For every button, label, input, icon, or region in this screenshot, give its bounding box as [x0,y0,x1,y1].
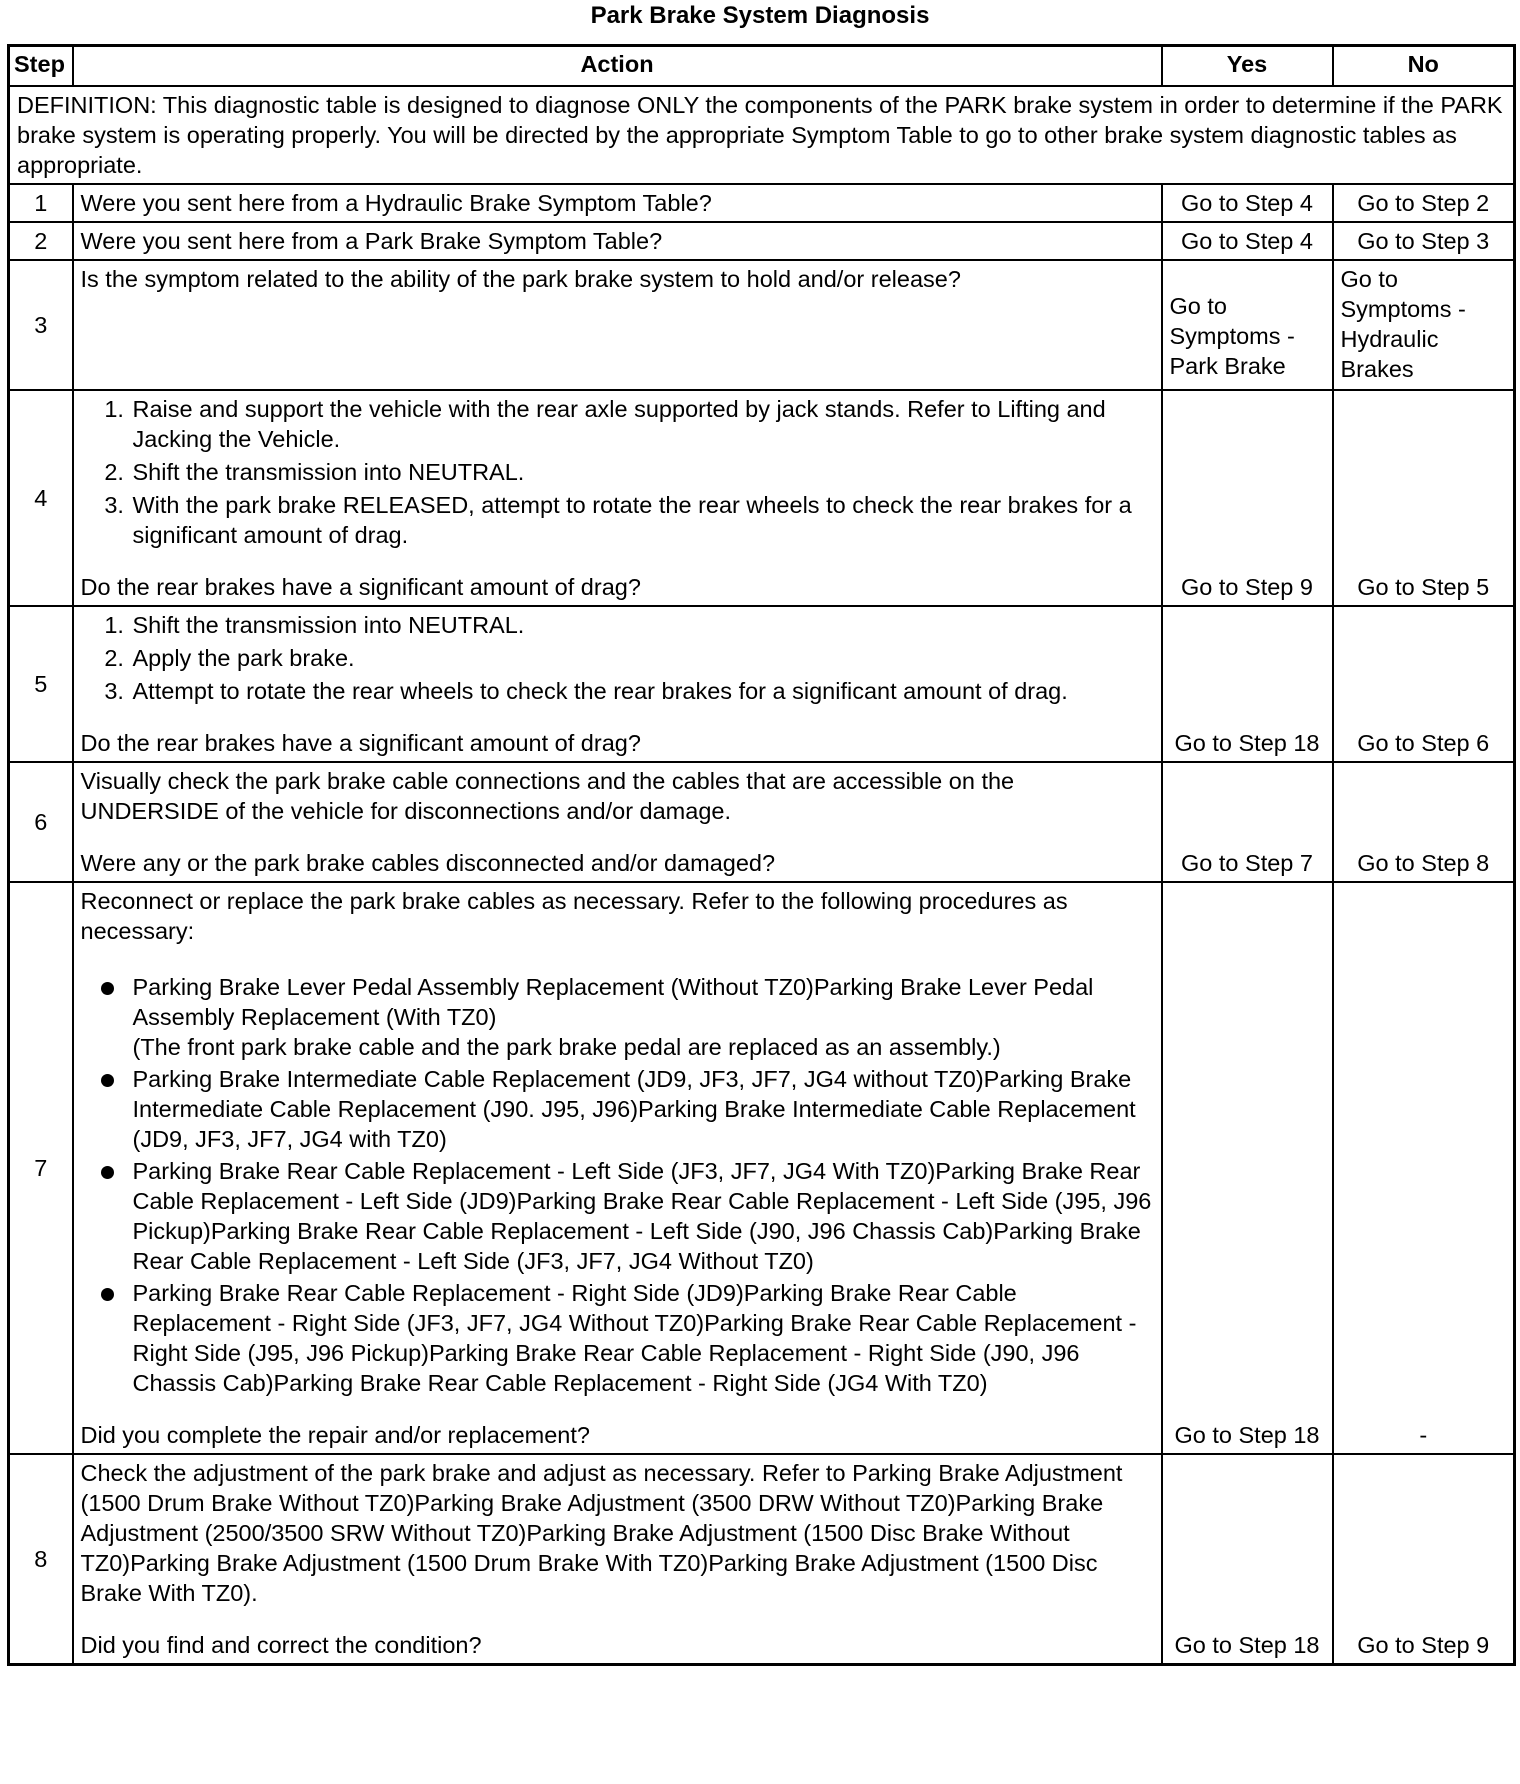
action-text: Is the symptom related to the ability of the park brake system to hold and/or release? [73,260,1162,390]
yes-cell: Go to Step 7 [1162,762,1333,882]
list-item: 1. Shift the transmission into NEUTRAL. [131,610,1154,640]
bullet-text: Parking Brake Intermediate Cable Replacement (JD9, JF3, JF7, JG4 without TZ0)Parking Brake Intermediate Cable Replacement (J90. J95, J96)Parking Brake Intermediate Cable Replacement (JD9, JF3, JF7, JG4 with TZ0) [132,1066,1136,1152]
header-action: Action [73,46,1162,87]
question-text: Were any or the park brake cables disconnected and/or damaged? [80,850,776,876]
bullet-note: (The front park brake cable and the park brake pedal are replaced as an assembly.) [132,1034,1001,1060]
question-text: Did you complete the repair and/or replacement? [80,1422,590,1448]
header-step: Step [9,46,73,87]
bullet-icon [101,982,114,995]
table-row [9,1454,1515,1665]
procedure-list [81,394,1154,550]
list-item [133,1278,1154,1398]
yes-cell: Go to Symptoms - Park Brake [1162,260,1333,390]
list-item [133,1064,1154,1154]
no-cell: Go to Step 9 [1333,1454,1515,1665]
no-cell: - [1333,882,1515,1454]
list-item [133,1156,1154,1276]
question-text: Do the rear brakes have a significant amount of drag? [80,730,641,756]
step-number: 2 [9,222,73,260]
yes-cell: Go to Step 18 [1162,1454,1333,1665]
action-text: Visually check the park brake cable connections and the cables that are accessible on the UNDERSIDE of the vehicle for disconnections and/or damage. [80,768,1015,824]
no-cell: Go to Symptoms - Hydraulic Brakes [1333,260,1515,390]
table-row [9,184,1515,222]
header-row [9,46,1515,87]
bullet-icon [101,1074,114,1087]
yes-cell: Go to Step 9 [1162,390,1333,606]
action-cell [73,606,1162,762]
yes-cell: Go to Step 4 [1162,222,1333,260]
yes-cell: Go to Step 4 [1162,184,1333,222]
no-cell: Go to Step 2 [1333,184,1515,222]
table-row [9,260,1515,390]
table-row [9,882,1515,1454]
action-cell [73,390,1162,606]
definition-row [9,86,1515,184]
diagnostic-table [7,44,1516,1666]
no-cell: Go to Step 6 [1333,606,1515,762]
bullet-icon [101,1288,114,1301]
list-item: 1. Raise and support the vehicle with the rear axle supported by jack stands. Refer to Lifting and Jacking the Vehicle. [131,394,1154,454]
list-item: 2. Shift the transmission into NEUTRAL. [131,457,1154,487]
procedure-list [81,610,1154,706]
bullet-icon [101,1166,114,1179]
question-text: Do the rear brakes have a significant amount of drag? [80,574,641,600]
question-text: Did you find and correct the condition? [80,1632,482,1658]
step-number: 8 [9,1454,73,1665]
action-cell [73,762,1162,882]
procedure-bullets [81,972,1154,1398]
action-cell [73,1454,1162,1665]
step-number: 3 [9,260,73,390]
list-item: 2. Apply the park brake. [131,643,1154,673]
table-row [9,606,1515,762]
yes-cell: Go to Step 18 [1162,606,1333,762]
bullet-text: Parking Brake Rear Cable Replacement - Left Side (JF3, JF7, JG4 With TZ0)Parking Brake Rear Cable Replacement - Left Side (JD9)Parking Brake Rear Cable Replacement - Left Side (J95, J96 Pickup)Parking Brake Rear Cable Replacement - Left Side (J90, J96 Chassis Cab)Parking Brake Rear Cable Replacement - Left Side (JF3, JF7, JG4 Without TZ0) [132,1158,1152,1274]
header-yes: Yes [1162,46,1333,87]
step-number: 4 [9,390,73,606]
list-item [133,972,1154,1062]
action-text: Were you sent here from a Hydraulic Brake Symptom Table? [73,184,1162,222]
step-number: 5 [9,606,73,762]
step-number: 7 [9,882,73,1454]
step-number: 6 [9,762,73,882]
bullet-text: Parking Brake Rear Cable Replacement - Right Side (JD9)Parking Brake Rear Cable Replacement - Right Side (JF3, JF7, JG4 Without TZ0)Parking Brake Rear Cable Replacement - Right Side (J95, J96 Pickup)Parking Brake Rear Cable Replacement - Right Side (J90, J96 Chassis Cab)Parking Brake Rear Cable Replacement - Right Side (JG4 With TZ0) [132,1280,1137,1396]
table-row [9,222,1515,260]
no-cell: Go to Step 5 [1333,390,1515,606]
action-text: Were you sent here from a Park Brake Symptom Table? [73,222,1162,260]
header-no: No [1333,46,1515,87]
action-text: Reconnect or replace the park brake cables as necessary. Refer to the following procedures as necessary: [80,888,1068,944]
no-cell: Go to Step 8 [1333,762,1515,882]
list-item: 3. Attempt to rotate the rear wheels to check the rear brakes for a significant amount of drag. [131,676,1154,706]
no-cell: Go to Step 3 [1333,222,1515,260]
page-title: Park Brake System Diagnosis [590,2,930,29]
action-cell [73,882,1162,1454]
list-item: 3. With the park brake RELEASED, attempt to rotate the rear wheels to check the rear brakes for a significant amount of drag. [131,490,1154,550]
yes-cell: Go to Step 18 [1162,882,1333,1454]
definition-text: DEFINITION: This diagnostic table is designed to diagnose ONLY the components of the PARK brake system in order to determine if the PARK brake system is operating properly. You will be directed by the appropriate Symptom Table to go to other brake system diagnostic tables as appropriate. [9,86,1515,184]
table-row [9,390,1515,606]
action-text: Check the adjustment of the park brake and adjust as necessary. Refer to Parking Brake Adjustment (1500 Drum Brake Without TZ0)Parking Brake Adjustment (3500 DRW Without TZ0)Parking Brake Adjustment (2500/3500 SRW Without TZ0)Parking Brake Adjustment (1500 Disc Brake Without TZ0)Parking Brake Adjustment (1500 Drum Brake With TZ0)Parking Brake Adjustment (1500 Disc Brake With TZ0). [80,1460,1123,1606]
table-row [9,762,1515,882]
step-number: 1 [9,184,73,222]
bullet-text: Parking Brake Lever Pedal Assembly Replacement (Without TZ0)Parking Brake Lever Pedal Assembly Replacement (With TZ0) [132,974,1094,1030]
